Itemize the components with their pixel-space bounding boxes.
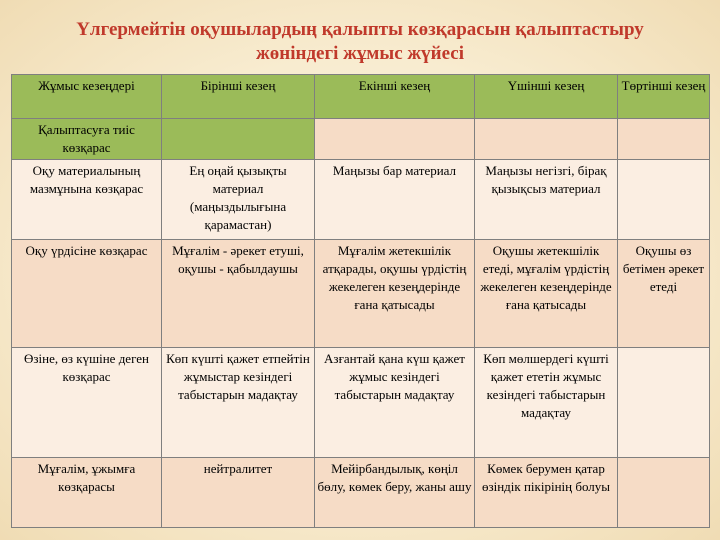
table-row bbox=[12, 458, 710, 528]
row-label: Қалыптасуға тиіс көзқарас bbox=[12, 119, 162, 160]
table-row bbox=[12, 348, 710, 458]
title-line-1: Үлгермейтін оқушылардың қалыпты көзқарасын қалыптастыру bbox=[76, 19, 644, 40]
table-row bbox=[12, 160, 710, 240]
row-label: Мұғалім, ұжымға көзқарасы bbox=[12, 458, 162, 528]
header-stage-3: Үшінші кезең bbox=[475, 75, 618, 119]
table-cell: Оқушы жетекшілік етеді, мұғалім үрдістің жекелеген кезеңдерінде ғана қатысады bbox=[475, 240, 618, 348]
header-stage-4: Төртінші кезең bbox=[618, 75, 710, 119]
table-row bbox=[12, 119, 710, 160]
page-title bbox=[0, 18, 720, 66]
title-line-2: жөніндегі жұмыс жүйесі bbox=[256, 43, 464, 64]
row-label: Оқу материалының мазмұнына көзқарас bbox=[12, 160, 162, 240]
table-cell: Мұғалім - әрекет етуші, оқушы - қабылдаушы bbox=[162, 240, 315, 348]
table-cell bbox=[475, 119, 618, 160]
table-cell: Көмек берумен қатар өзіндік пікірінің болуы bbox=[475, 458, 618, 528]
table-cell bbox=[618, 348, 710, 458]
table-cell: Маңызы негізгі, бірақ қызықсыз материал bbox=[475, 160, 618, 240]
table-cell: Азғантай қана күш қажет жұмыс кезіндегі табыстарын мадақтау bbox=[315, 348, 475, 458]
table-cell: Мұғалім жетекшілік атқарады, оқушы үрдістің жекелеген кезеңдерінде ғана қатысады bbox=[315, 240, 475, 348]
table-row bbox=[12, 240, 710, 348]
table-cell: Ең оңай қызықты материал (маңыздылығына қарамастан) bbox=[162, 160, 315, 240]
table-cell: нейтралитет bbox=[162, 458, 315, 528]
table-header-row bbox=[12, 75, 710, 119]
table-cell bbox=[618, 458, 710, 528]
table-cell: Маңызы бар материал bbox=[315, 160, 475, 240]
row-label: Өзіне, өз күшіне деген көзқарас bbox=[12, 348, 162, 458]
header-stage-2: Екінші кезең bbox=[315, 75, 475, 119]
table-cell: Көп күшті қажет етпейтін жұмыстар кезіндегі табыстарын мадақтау bbox=[162, 348, 315, 458]
table-cell: Оқушы өз бетімен әрекет етеді bbox=[618, 240, 710, 348]
table-cell: Көп мөлшердегі күшті қажет ететін жұмыс кезіндегі табыстарын мадақтау bbox=[475, 348, 618, 458]
header-stage-1: Бірінші кезең bbox=[162, 75, 315, 119]
table-cell bbox=[162, 119, 315, 160]
row-label: Оқу үрдісіне көзқарас bbox=[12, 240, 162, 348]
table-cell bbox=[618, 119, 710, 160]
table-cell bbox=[618, 160, 710, 240]
table-cell bbox=[315, 119, 475, 160]
work-system-table bbox=[11, 74, 710, 528]
table-cell: Мейірбандылық, көңіл бөлу, көмек беру, жаны ашу bbox=[315, 458, 475, 528]
header-work-stages: Жұмыс кезеңдері bbox=[12, 75, 162, 119]
